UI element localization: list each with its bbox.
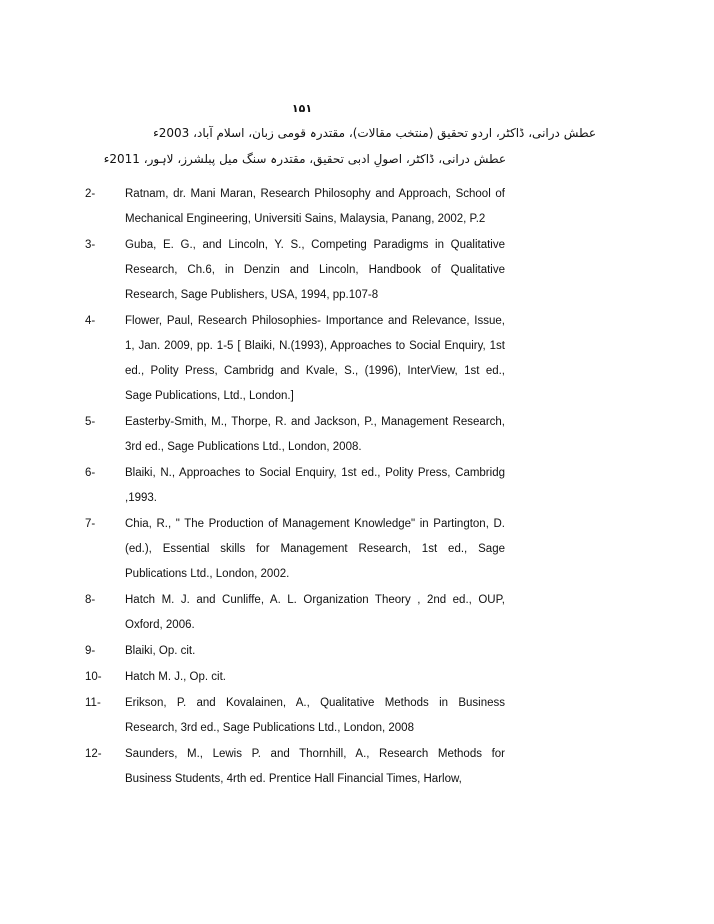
reference-gap xyxy=(0,792,714,793)
reference-item xyxy=(0,691,714,741)
reference-item xyxy=(0,233,714,308)
reference-text-line: Oxford, 2006. xyxy=(125,619,195,631)
reference-text-line: Sage Publications, Ltd., London.] xyxy=(125,390,294,402)
reference-item xyxy=(0,410,714,460)
reference-text-line: Erikson, P. and Kovalainen, A., Qualitative Methods in Business xyxy=(125,697,505,709)
reference-item xyxy=(0,742,714,792)
reference-number: 8- xyxy=(85,594,96,606)
reference-text-line: Ratnam, dr. Mani Maran, Research Philosophy and Approach, School of xyxy=(125,188,505,200)
reference-text-line: Saunders, M., Lewis P. and Thornhill, A., Research Methods for xyxy=(125,748,505,760)
reference-number: 10- xyxy=(85,671,102,683)
reference-number: 4- xyxy=(85,315,96,327)
reference-item xyxy=(0,512,714,587)
reference-text-line: Publications Ltd., London, 2002. xyxy=(125,568,290,580)
reference-text-line: (ed.), Essential skills for Management Research, 1st ed., Sage xyxy=(125,543,505,555)
reference-text-line: Mechanical Engineering, Universiti Sains, Malaysia, Panang, 2002, P.2 xyxy=(125,213,486,225)
reference-item xyxy=(0,182,714,232)
urdu-reference-line-1: عطش درانی، ڈاکٹر، اردو تحقیق (منتخب مقالات)، مقتدرہ قومی زبان، اسلام آباد، 2003ء xyxy=(153,126,596,140)
reference-text-line: Research, 3rd ed., Sage Publications Ltd., London, 2008 xyxy=(125,722,414,734)
reference-text-line: Research, Ch.6, in Denzin and Lincoln, Handbook of Qualitative xyxy=(125,264,505,276)
reference-text-line: Blaiki, N., Approaches to Social Enquiry, 1st ed., Polity Press, Cambridg xyxy=(125,467,505,479)
reference-item xyxy=(0,461,714,511)
reference-text-line: Flower, Paul, Research Philosophies- Importance and Relevance, Issue, xyxy=(125,315,505,327)
reference-text-line: ed., Polity Press, Cambridg and Kvale, S., (1996), InterView, 1st ed., xyxy=(125,365,505,377)
reference-text-line: Blaiki, Op. cit. xyxy=(125,645,196,657)
reference-number: 9- xyxy=(85,645,96,657)
reference-text-line: 1, Jan. 2009, pp. 1-5 [ Blaiki, N.(1993), Approaches to Social Enquiry, 1st xyxy=(125,340,505,352)
reference-text-line: Chia, R., " The Production of Management Knowledge" in Partington, D. xyxy=(125,518,505,530)
reference-text-line: 3rd ed., Sage Publications Ltd., London, 2008. xyxy=(125,441,362,453)
reference-number: 2- xyxy=(85,188,96,200)
reference-text-line: Easterby-Smith, M., Thorpe, R. and Jackson, P., Management Research, xyxy=(125,416,505,428)
reference-text-line: Hatch M. J., Op. cit. xyxy=(125,671,226,683)
reference-item xyxy=(0,639,714,664)
reference-number: 5- xyxy=(85,416,96,428)
reference-number: 11- xyxy=(85,697,101,709)
reference-list xyxy=(0,182,714,793)
urdu-reference-line-2: عطش درانی، ڈاکٹر، اصولِ ادبی تحقیق، مقتدرہ سنگ میل پبلشرز، لاہور، 2011ء xyxy=(103,152,506,166)
page-number: ۱۵۱ xyxy=(291,103,313,115)
reference-text-line: Guba, E. G., and Lincoln, Y. S., Competing Paradigms in Qualitative xyxy=(125,239,505,251)
reference-text-line: Research, Sage Publishers, USA, 1994, pp.107-8 xyxy=(125,289,379,301)
reference-text-line: Hatch M. J. and Cunliffe, A. L. Organization Theory , 2nd ed., OUP, xyxy=(125,594,505,606)
reference-text-line: ,1993. xyxy=(125,492,157,504)
reference-item xyxy=(0,588,714,638)
reference-number: 6- xyxy=(85,467,96,479)
reference-number: 3- xyxy=(85,239,96,251)
reference-item xyxy=(0,665,714,690)
reference-number: 12- xyxy=(85,748,102,760)
reference-text-line: Business Students, 4rth ed. Prentice Hall Financial Times, Harlow, xyxy=(125,773,462,785)
reference-item xyxy=(0,309,714,409)
reference-number: 7- xyxy=(85,518,96,530)
